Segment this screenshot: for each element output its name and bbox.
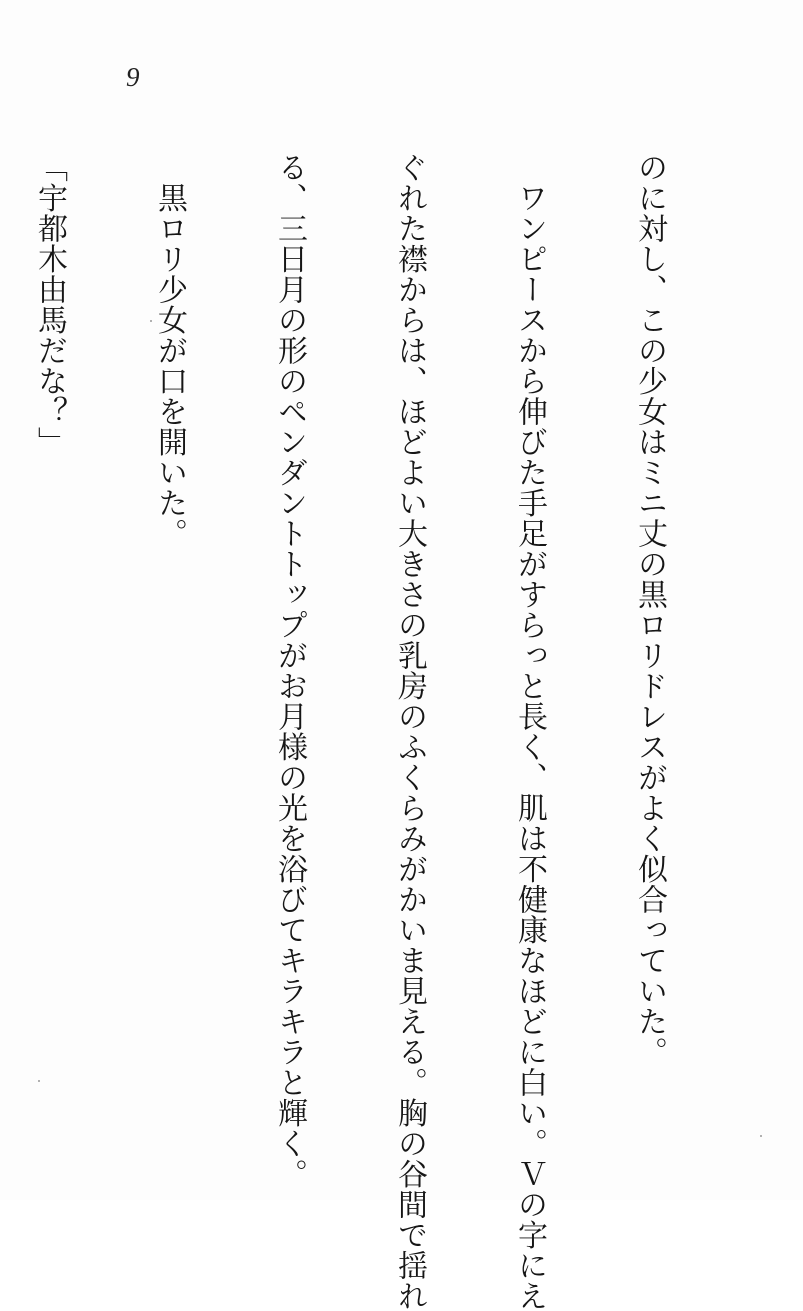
text-line: ぐれた襟からは、ほどよい大きさの乳房のふくらみがかいま見える。胸の谷間で揺れ [392, 152, 427, 1311]
page-number: 9 [126, 62, 140, 92]
vertical-text-block [0, 152, 749, 1311]
text-line: ワンピースから伸びた手足がすらっと長く、肌は不健康なほどに白い。Ｖの字にえ [512, 152, 547, 1311]
scan-speck [38, 1080, 40, 1082]
scan-speck [760, 1135, 762, 1137]
text-line: 黒ロリ少女が口を開いた。 [152, 152, 187, 549]
text-line: る、三日月の形のペンダントトップがお月様の光を浴びてキラキラと輝く。 [272, 152, 307, 1189]
text-line: のに対し、この少女はミニ丈の黒ロリドレスがよく似合っていた。 [632, 152, 667, 1067]
scan-speck [150, 320, 152, 322]
text-line: 「宇都木由馬だな？」 [32, 152, 67, 457]
